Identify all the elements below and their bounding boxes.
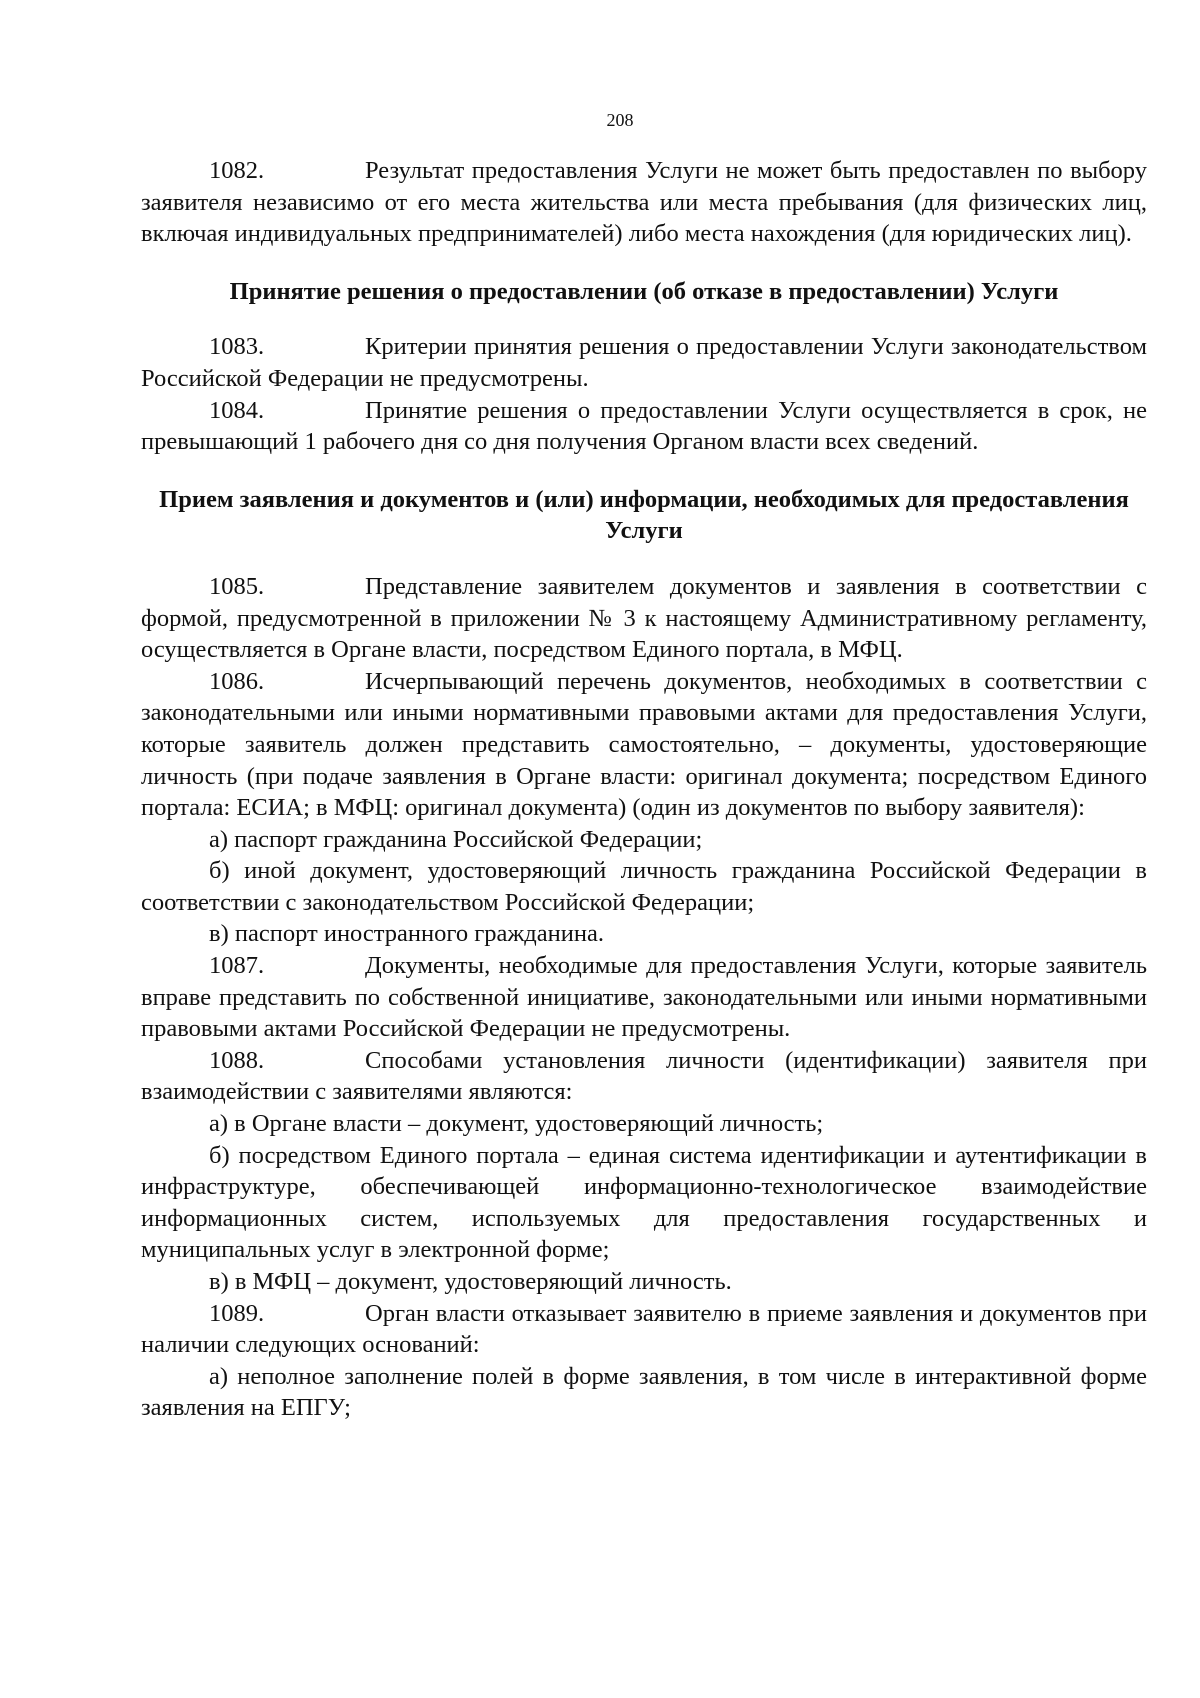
paragraph-number: 1087.	[209, 952, 265, 980]
paragraph-1087	[141, 950, 1147, 1045]
paragraph-number: 1083.	[209, 333, 265, 361]
list-item: в) в МФЦ – документ, удостоверяющий личность.	[209, 1268, 732, 1295]
paragraph-1086	[141, 666, 1147, 824]
paragraph-1084	[141, 395, 1147, 458]
paragraph-number: 1085.	[209, 572, 265, 600]
paragraph-text: Принятие решения о предоставлении Услуги осуществляется в срок, не превышающий 1 рабочего дня со дня получения Органом власти всех сведений.	[141, 396, 1147, 456]
paragraph-1085	[141, 571, 1147, 666]
paragraph-text: Документы, необходимые для предоставления Услуги, которые заявитель вправе представить по собственной инициативе, законодательными или иными нормативными правовыми актами Российской Федерации не предусмотрены.	[141, 952, 1147, 1043]
paragraph-1089	[141, 1298, 1147, 1361]
paragraph-number: 1088.	[209, 1046, 265, 1074]
paragraph-1088	[141, 1045, 1147, 1108]
paragraph-number: 1089.	[209, 1299, 265, 1327]
paragraph-text: Результат предоставления Услуги не может быть предоставлен по выбору заявителя независимо от его места жительства или места пребывания (для физических лиц, включая индивидуальных предпринимателей) либо места нахождения (для юридических лиц).	[141, 157, 1147, 248]
page-number: 208	[606, 110, 634, 130]
section-heading-decision: Принятие решения о предоставлении (об отказе в предоставлении) Услуги	[229, 277, 1059, 305]
list-item: а) паспорт гражданина Российской Федерации;	[209, 825, 703, 853]
section-heading-reception: Прием заявления и документов и (или) информации, необходимых для предоставления Услуги	[159, 485, 1129, 545]
paragraph-text: Орган власти отказывает заявителю в приеме заявления и документов при наличии следующих оснований:	[141, 1299, 1147, 1359]
paragraph-number: 1086.	[209, 667, 265, 695]
paragraph-text: Исчерпывающий перечень документов, необходимых в соответствии с законодательными или иными нормативными правовыми актами для предоставления Услуги, которые заявитель должен представить самостоятельно, – документы, удостоверяющие личность (при подаче заявления в Органе власти: оригинал документа; посредством Единого портала: ЕСИА; в МФЦ: оригинал документа) (один из документов по выбору заявителя):	[141, 667, 1147, 822]
list-item: б) посредством Единого портала – единая система идентификации и аутентификации в инфраструктуре, обеспечивающей информационно-технологическое взаимодействие информационных систем, используемых для предоставления государственных и муниципальных услуг в электронной форме;	[141, 1141, 1147, 1264]
paragraph-1083	[141, 331, 1147, 394]
list-item: а) в Органе власти – документ, удостоверяющий личность;	[209, 1110, 824, 1138]
paragraph-number: 1084.	[209, 396, 265, 424]
paragraph-text: Представление заявителем документов и заявления в соответствии с формой, предусмотренной в приложении № 3 к настоящему Административному регламенту, осуществляется в Органе власти, посредством Единого портала, в МФЦ.	[141, 572, 1147, 664]
paragraph-text: Способами установления личности (идентификации) заявителя при взаимодействии с заявителями являются:	[141, 1046, 1147, 1106]
paragraph-text: Критерии принятия решения о предоставлении Услуги законодательством Российской Федерации не предусмотрены.	[141, 333, 1147, 392]
paragraph-number: 1082.	[209, 157, 265, 184]
list-item: в) паспорт иностранного гражданина.	[209, 920, 604, 948]
document-body	[141, 155, 1147, 1424]
paragraph-1082	[141, 155, 1147, 250]
list-item: б) иной документ, удостоверяющий личность гражданина Российской Федерации в соответствии с законодательством Российской Федерации;	[141, 857, 1147, 916]
list-item: а) неполное заполнение полей в форме заявления, в том числе в интерактивной форме заявления на ЕПГУ;	[141, 1362, 1147, 1422]
